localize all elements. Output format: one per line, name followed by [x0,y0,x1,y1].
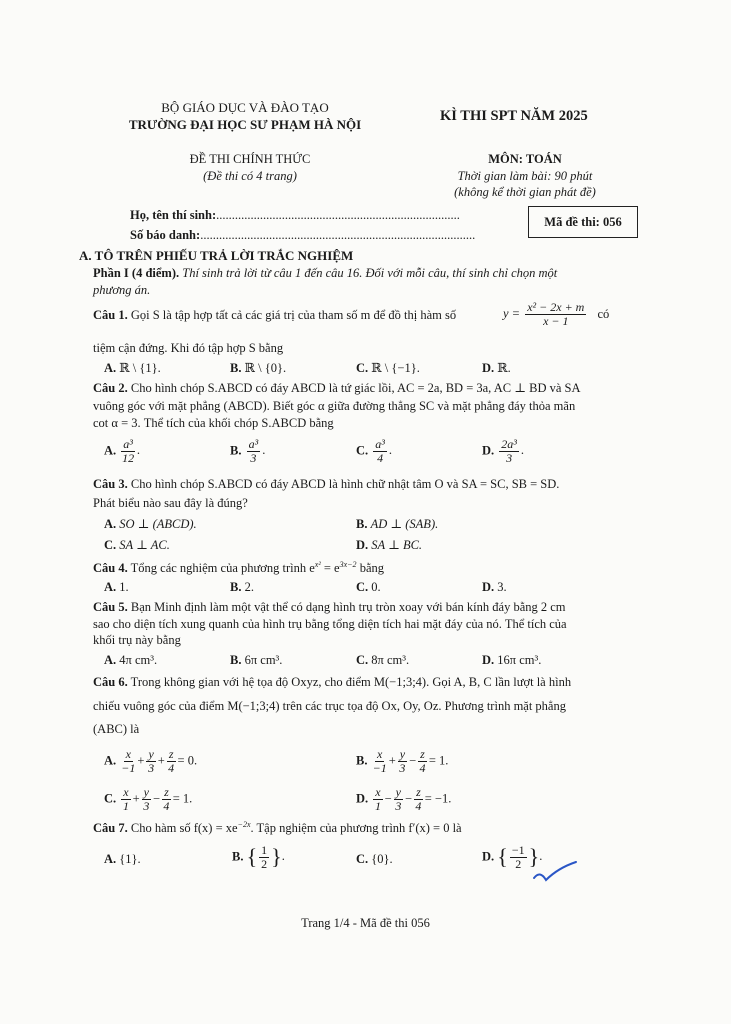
option-letter: C. [104,791,117,806]
q1-func-lhs: y = [503,306,521,321]
q1-tail: có [597,306,610,321]
q5-option-a[interactable] [104,653,157,668]
q7-text: Cho hàm số f(x) = xe [127,821,238,836]
q6-d-frac-x [373,786,382,812]
university: TRƯỜNG ĐẠI HỌC SƯ PHẠM HÀ NỘI [128,117,362,132]
frac-den: −1 [372,760,387,775]
section-title: A. TÔ TRÊN PHIẾU TRẢ LỜI TRẮC NGHIỆM [79,248,354,263]
exam-code: Mã đề thi: 056 [544,215,622,229]
frac-num: z [168,747,174,761]
option-letter: C. [356,852,369,866]
q2-line1 [93,380,581,396]
q3-option-d[interactable] [356,537,422,553]
q4-a-text: 1. [119,580,129,594]
frac-den: −1 [121,760,136,775]
q2-option-a[interactable]: A. $\frac{\text{a³}}{12}$ . [104,437,141,465]
q7-stem [93,820,462,836]
q5-line2: sao cho diện tích xung quanh của hình trụ bằng tổng diện tích hai mặt đáy của nó. Thể tích của [93,617,567,631]
q4-sup2: 3x−2 [339,560,357,569]
op: − [409,753,417,768]
option-letter: A. [104,852,117,866]
q5-text: Bạn Minh định làm một vật thể có dạng hình trụ tròn xoay với bán kính đáy bằng 2 cm [127,600,566,614]
page-footer: Trang 1/4 - Mã đề thi 056 [301,916,430,930]
official-label: ĐỀ THI CHÍNH THỨC [189,152,311,166]
q5-option-b[interactable] [230,653,282,668]
frac-den: 4 [163,798,170,813]
q3-option-b[interactable] [356,516,438,532]
option-letter: D. [482,653,495,667]
brace-open: { [497,844,508,870]
q1-function [503,301,609,327]
frac-den: 3 [395,798,402,813]
q4-option-d[interactable] [482,580,507,595]
rhs: = 0. [177,753,198,768]
q4-d-text: 3. [497,580,507,594]
q4-text: Tổng các nghiệm của phương trình e [127,561,315,576]
q1-b-text: ℝ \ {0}. [244,361,287,375]
q6-c-frac-z [162,786,171,812]
q7-option-a[interactable] [104,852,141,867]
option-letter: A. [104,753,117,768]
q3-line1 [93,477,559,492]
option-letter: D. [482,443,495,458]
q5-line1 [93,600,566,615]
q7-b-num: 1 [261,843,268,857]
option-letter: A. [104,653,117,667]
option-letter: B. [230,443,242,458]
exam-title: KÌ THI SPT NĂM 2025 [440,108,588,124]
q7-label: Câu 7. [93,821,128,836]
q3-option-a[interactable] [104,516,197,532]
q2-option-b[interactable]: B. $\frac{\text{a³}}{3}$ . [230,437,266,465]
option-letter: B. [230,580,242,594]
q6-a-frac-x [121,748,135,774]
q4-option-a[interactable] [104,580,129,595]
frac-den: 3 [148,760,155,775]
option-letter: D. [482,849,495,864]
part-instructions [93,266,557,281]
q2-d-frac [499,438,519,464]
q2-a-num: a³ [123,437,133,451]
q3-b-text: AD ⊥ (SAB). [370,517,439,531]
q7-b-frac [259,844,269,870]
candidate-id-label: Số báo danh: [130,228,201,242]
candidate-id-line [130,228,475,243]
part-text-2: phương án. [93,283,151,297]
q6-a-frac-y [146,748,155,774]
q1-d-text: ℝ. [497,361,511,375]
q2-d-den: 3 [506,450,513,465]
checkmark-icon [530,856,580,886]
q4-c-text: 0. [371,580,381,594]
option-letter: B. [356,753,368,768]
candidate-name-label: Họ, tên thí sinh: [130,208,217,222]
option-letter: B. [232,849,244,864]
q4-tail: bằng [356,561,384,576]
q1-func-fraction [525,301,586,327]
option-letter: B. [356,517,368,531]
frac-num: z [416,785,421,799]
q2-a-frac [121,438,135,464]
q6-line3: (ABC) là [93,722,140,736]
frac-den: 3 [143,798,150,813]
q4-label: Câu 4. [93,561,128,576]
q5-line3: khối trụ này bằng [93,633,181,647]
brace-open: { [246,844,258,870]
q6-c-frac-y [142,786,151,812]
q4-mid: = e [320,561,340,576]
q6-option-b[interactable] [356,748,448,774]
frac-num: x [376,747,383,761]
q1-option-b[interactable] [230,360,286,376]
frac-den: 1 [374,798,381,813]
option-letter: C. [356,580,369,594]
q5-b-text: 6π cm³. [244,653,283,667]
frac-den: 1 [122,798,129,813]
op: + [388,753,396,768]
q2-d-num: 2a³ [501,437,517,451]
rhs: = 1. [428,753,449,768]
q5-option-c[interactable] [356,653,409,668]
q1-func-num: x² − 2x + m [527,300,585,314]
frac-num: y [148,747,154,761]
option-letter: D. [356,791,369,806]
q2-b-num: a³ [248,437,259,451]
frac-num: x [375,785,381,799]
q6-label: Câu 6. [93,675,128,689]
op: + [157,753,165,768]
option-letter: A. [104,361,117,375]
brace-close: } [271,844,282,870]
q3-c-text: SA ⊥ AC. [119,538,170,552]
ministry: BỘ GIÁO DỤC VÀ ĐÀO TẠO [161,100,329,115]
q7-sup: −2x [237,820,251,829]
q3-a-text: SO ⊥ (ABCD). [119,517,197,531]
op: − [405,791,413,806]
q2-line2: vuông góc với mặt phẳng (ABCD). Biết góc α giữa đường thẳng SC và mặt phẳng đáy thỏa mãn [93,399,576,413]
q1-option-c[interactable] [356,360,420,376]
option-letter: C. [356,361,369,375]
q6-d-frac-z [414,786,423,812]
q6-d-frac-y [394,786,403,812]
q7-b-den: 2 [261,856,268,871]
q5-d-text: 16π cm³. [497,653,542,667]
time-note: (không kể thời gian phát đề) [454,185,596,199]
q3-label: Câu 3. [93,477,128,491]
q2-line3: cot α = 3. Thể tích của khối chóp S.ABCD bằng [93,416,334,430]
q1-label: Câu 1. [93,308,128,322]
q7-tail: . Tập nghiệm của phương trình f′(x) = 0 là [250,821,462,836]
q6-text: Trong không gian với hệ tọa độ Oxyz, cho điểm M(−1;3;4). Gọi A, B, C lần lượt là hình [127,675,572,689]
q1-text: Gọi S là tập hợp tất cả các giá trị của tham số m để đồ thị hàm số [127,308,457,322]
q1-line2: tiệm cận đứng. Khi đó tập hợp S bằng [93,341,284,355]
q7-d-num: −1 [511,843,525,857]
q2-c-frac [373,438,387,464]
q6-option-c[interactable] [104,786,192,812]
q6-line1 [93,675,571,690]
pages-note: (Đề thi có 4 trang) [203,169,297,183]
op: + [137,753,145,768]
q4-b-text: 2. [244,580,254,594]
q4-option-c[interactable] [356,580,381,595]
q2-option-c[interactable]: C. $\frac{\text{a³}}{4}$ . [356,437,393,465]
candidate-id-dots: ........................................................................................ [200,228,476,242]
frac-den: 4 [419,760,426,775]
brace-close: } [528,844,540,870]
frac-num: y [399,747,406,761]
frac-num: z [420,747,425,761]
candidate-name-dots: .............................................................................. [216,208,460,222]
q1-c-text: ℝ \ {−1}. [371,361,420,375]
frac-num: x [123,785,129,799]
q7-d-frac [510,844,527,870]
option-letter: B. [230,653,242,667]
q6-option-a[interactable] [104,748,197,774]
q6-line2: chiếu vuông góc của điểm M(−1;3;4) trên các trục tọa độ Ox, Oy, Oz. Phương trình mặt phẳng [93,699,566,713]
q3-option-c[interactable] [104,537,170,553]
frac-den: 4 [415,798,422,813]
q7-option-d[interactable]: D. { $\frac{-1}{2}$ }. [482,843,543,871]
q7-option-c[interactable] [356,852,393,867]
option-letter: C. [356,653,369,667]
q7-d-den: 2 [515,856,522,871]
q2-b-frac [247,438,261,464]
option-letter: A. [104,517,117,531]
q5-c-text: 8π cm³. [371,653,410,667]
q6-b-frac-x [373,748,387,774]
q1-option-d[interactable] [482,360,511,376]
option-letter: D. [356,538,369,552]
q4-option-b[interactable] [230,580,254,595]
q1-option-a[interactable] [104,360,161,376]
exam-time: Thời gian làm bài: 90 phút [457,169,593,183]
option-letter: D. [482,361,495,375]
frac-den: 3 [399,760,406,775]
q2-c-num: a³ [375,437,385,451]
q5-option-d[interactable] [482,653,541,668]
q5-label: Câu 5. [93,600,128,614]
q6-option-d[interactable] [356,786,451,812]
part-text: Thí sinh trả lời từ câu 1 đến câu 16. Đối với mỗi câu, thí sinh chỉ chọn một [179,266,558,280]
q1-a-text: ℝ \ {1}. [119,361,161,375]
q3-text: Cho hình chóp S.ABCD có đáy ABCD là hình chữ nhật tâm O và SA = SC, SB = SD. [127,477,560,491]
part-label: Phần I (4 điểm). [93,266,180,280]
frac-num: y [395,785,401,799]
subject: MÔN: TOÁN [488,152,562,166]
q6-a-frac-z [167,748,176,774]
rhs: = −1. [424,791,452,806]
q6-b-frac-y [398,748,407,774]
q5-a-text: 4π cm³. [119,653,158,667]
q7-option-b[interactable]: B. { $\frac{1}{2}$ }. [232,843,285,871]
frac-num: x [125,747,131,761]
frac-den: 4 [168,760,175,775]
q3-line2: Phát biểu nào sau đây là đúng? [93,496,248,510]
option-letter: B. [230,361,242,375]
q4-stem [93,560,384,576]
q4-sup1: x² [314,560,321,569]
q1-stem [93,308,456,323]
frac-num: y [143,785,149,799]
option-letter: A. [104,443,117,458]
rhs: = 1. [172,791,193,806]
q7-c-text: {0}. [371,852,393,866]
q1-func-den: x − 1 [543,313,569,328]
q2-c-den: 4 [377,450,384,465]
q3-d-text: SA ⊥ BC. [371,538,423,552]
op: − [153,791,161,806]
q2-b-den: 3 [250,450,257,465]
option-letter: D. [482,580,495,594]
q7-a-text: {1}. [119,852,141,866]
exam-code-box [528,206,638,238]
q2-a-den: 12 [122,450,135,465]
option-letter: C. [356,443,369,458]
q6-b-frac-z [418,748,427,774]
op: − [384,791,392,806]
q2-text: Cho hình chóp S.ABCD có đáy ABCD là tứ giác lồi, AC = 2a, BD = 3a, AC ⊥ BD và SA [127,381,581,395]
option-letter: C. [104,538,117,552]
option-letter: A. [104,580,117,594]
frac-num: z [164,785,169,799]
q6-c-frac-x [121,786,130,812]
q2-option-d[interactable]: D. $\frac{\text{2a³}}{3}$ . [482,437,525,465]
q2-label: Câu 2. [93,381,128,395]
op: + [132,791,140,806]
candidate-name-line [130,208,460,223]
